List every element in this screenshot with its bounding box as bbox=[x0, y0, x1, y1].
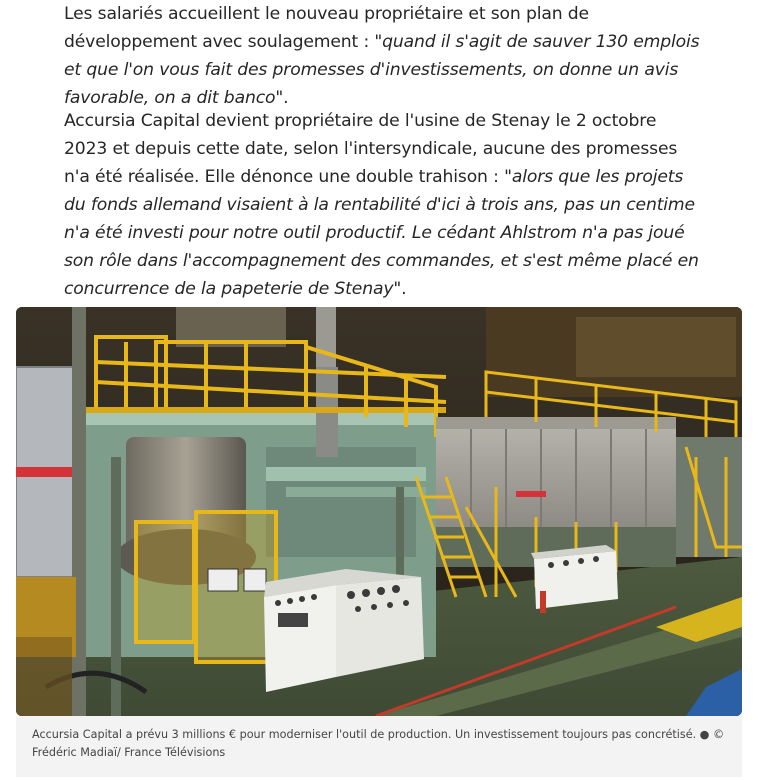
paragraph-quote: "alors que les projets du fonds allemand visaient à la rentabilité d'ici à trois ans, pas un centime n'a été investi pour notre outil productif. Le cédant Ahlstrom n'a pas joué son rôle dans l'accompagnement des commandes, et s'est même placé en concurrence de la papeterie de Stenay" bbox=[64, 167, 699, 299]
paragraph-intro: Accursia Capital devient propriétaire de l'usine de Stenay le 2 octobre 2023 et depuis cette date, selon l'intersyndicale, aucune des promesses n'a été réalisée. Elle dénonce une double trahison : bbox=[64, 111, 678, 187]
paragraph-intro: Les salariés accueillent le nouveau propriétaire et son plan de développement avec soulagement : bbox=[64, 4, 589, 52]
article-paragraph bbox=[64, 0, 704, 112]
paragraph-end: . bbox=[401, 279, 407, 299]
article-paragraph bbox=[64, 107, 704, 303]
article-figure bbox=[16, 307, 742, 777]
factory-photo[interactable] bbox=[16, 307, 742, 716]
paragraph-end: . bbox=[283, 88, 289, 108]
paragraph-quote: "quand il s'agit de sauver 130 emplois et que l'on vous fait des promesses d'investissements, on donne un avis favorable, on a dit banco" bbox=[64, 32, 700, 108]
photo-caption: Accursia Capital a prévu 3 millions € pour moderniser l'outil de production. Un investissement toujours pas concrétisé. ● © Frédéric Madiaï/ France Télévisions bbox=[16, 716, 742, 777]
